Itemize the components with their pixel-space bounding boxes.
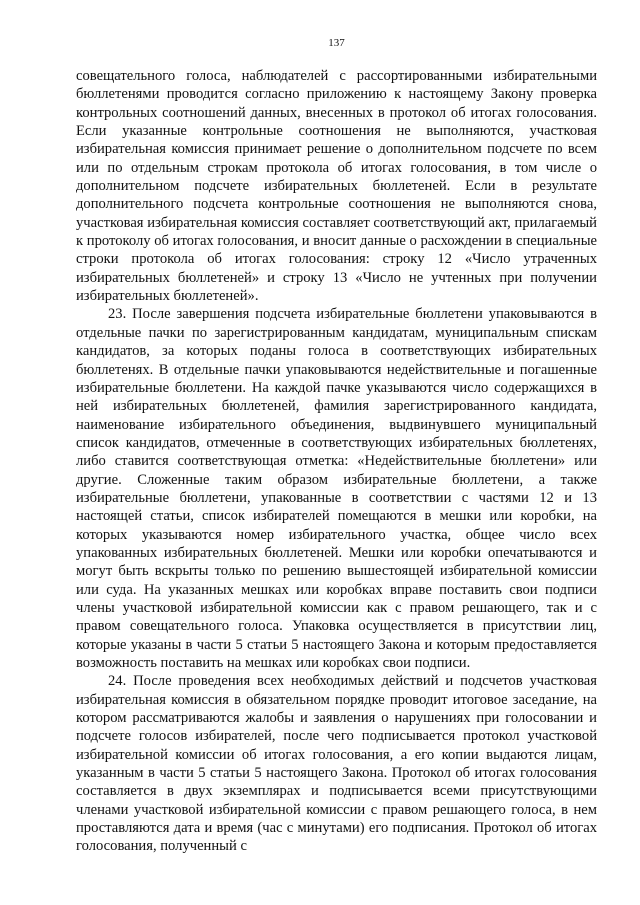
document-body [76,67,597,856]
paragraph-continuation: совещательного голоса, наблюдателей с рассортированными избирательными бюллетенями проводится согласно приложению к настоящему Закону проверка контрольных соотношений данных, внесенных в протокол об итогах голосования. Если указанные контрольные соотношения не выполняются, участковая избирательная комиссия принимает решение о дополнительном подсчете по всем или по отдельным строкам протокола об итогах голосования, в том числе о дополнительном подсчете избирательных бюллетеней. Если в результате дополнительного подсчета контрольные соотношения не выполняются снова, участковая избирательная комиссия составляет соответствующий акт, прилагаемый к протоколу об итогах голосования, и вносит данные о расхождении в специальные строки протокола об итогах голосования: строку 12 «Число утраченных избирательных бюллетеней» и строку 13 «Число не учтенных при получении избирательных бюллетеней». [76,68,597,305]
paragraph-24: 24. После проведения всех необходимых действий и подсчетов участковая избирательная комиссия в обязательном порядке проводит итоговое заседание, на котором рассматриваются жалобы и заявления о нарушениях при голосовании и подсчете голосов избирателей, после чего подписывается протокол участковой избирательной комиссии об итогах голосования, а его копии выдаются лицам, указанным в части 5 статьи 5 настоящего Закона. Протокол об итогах голосования составляется в двух экземплярах и подписывается всеми присутствующими членами участковой избирательной комиссии с правом решающего голоса, в нем проставляются дата и время (час с минутами) его подписания. Протокол об итогах голосования, полученный с [76,673,597,855]
paragraph-23: 23. После завершения подсчета избирательные бюллетени упаковываются в отдельные пачки по зарегистрированным кандидатам, муниципальным спискам кандидатов, за которых поданы голоса в соответствующих избирательных бюллетенях. В отдельные пачки упаковываются недействительные и погашенные избирательные бюллетени. На каждой пачке указываются число содержащихся в ней избирательных бюллетеней, фамилия зарегистрированного кандидата, наименование избирательного объединения, выдвинувшего муниципальный список кандидатов, отмеченные в соответствующих избирательных бюллетенях, либо ставится соответствующая отметка: «Недействительные бюллетени» или другие. Сложенные таким образом избирательные бюллетени, а также избирательные бюллетени, упакованные в соответствии с частями 12 и 13 настоящей статьи, список избирателей помещаются в мешки или коробки, на которых указываются номер избирательного участка, общее число всех упакованных избирательных бюллетеней. Мешки или коробки опечатываются и могут быть вскрыты только по решению вышестоящей избирательной комиссии или суда. На указанных мешках или коробках вправе поставить свои подписи члены участковой избирательной комиссии как с правом решающего, так и с правом совещательного голоса. Упаковка осуществляется в присутствии лиц, которые указаны в части 5 статьи 5 настоящего Закона и которым предоставляется возможность поставить на мешках или коробках свои подписи. [76,306,597,671]
page-number: 137 [328,37,345,49]
